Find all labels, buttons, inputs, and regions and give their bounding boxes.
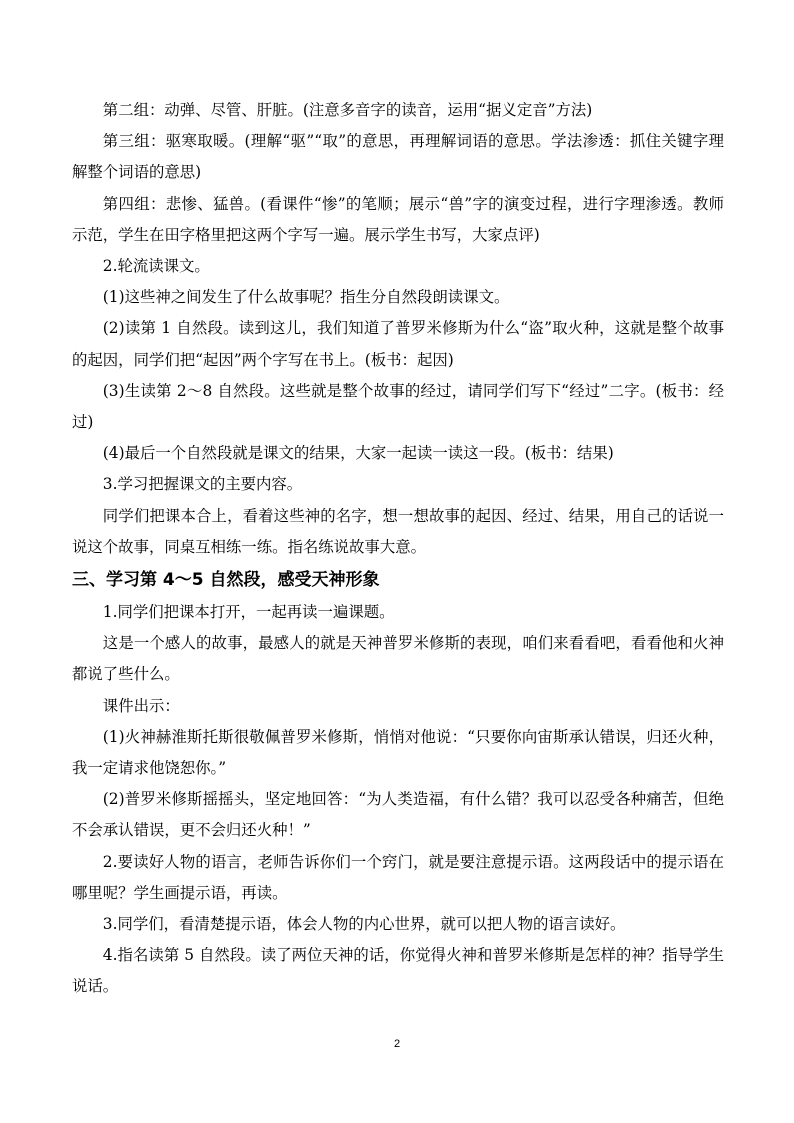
paragraph-touching-story: 这是一个感人的故事，最感人的就是天神普罗米修斯的表现，咱们来看看吧，看看他和火神都说了些什么。	[72, 634, 724, 684]
paragraph-step-3: 3.学习把握课文的主要内容。	[102, 475, 303, 494]
paragraph-question-2: (2)读第 1 自然段。读到这儿，我们知道了普罗米修斯为什么“盗”取火种，这就是整个故事的起因，同学们把“起因”两个字写在书上。(板书：起因)	[72, 319, 724, 369]
paragraph-group-four: 第四组：悲惨、猛兽。(看课件“惨”的笔顺；展示“兽”字的演变过程，进行字理渗透。教师示范，学生在田字格里把这两个字写一遍。展示学生书写，大家点评)	[72, 194, 724, 244]
paragraph-retell: 同学们把课本合上，看着这些神的名字，想一想故事的起因、经过、结果，用自己的话说一说这个故事，同桌互相练一练。指名练说故事大意。	[72, 506, 724, 556]
paragraph-question-3: (3)生读第 2～8 自然段。这些就是整个故事的经过，请同学们写下“经过”二字。(板书：经过)	[72, 381, 724, 432]
section-heading: 三、学习第 4～5 自然段，感受天神形象	[72, 570, 380, 591]
paragraph-group-three: 第三组：驱寒取暖。(理解“驱”“取”的意思，再理解词语的意思。学法渗透：抓住关键字理解整个词语的意思)	[72, 132, 724, 182]
paragraph-read-section-5: 4.指名读第 5 自然段。读了两位天神的话，你觉得火神和普罗米修斯是怎样的神？指导学生说话。	[72, 946, 724, 996]
document-body	[72, 95, 724, 1003]
paragraph-step-2: 2.轮流读课文。	[102, 257, 210, 276]
paragraph-courseware: 课件出示：	[102, 696, 180, 715]
paragraph-question-1: (1)这些神之间发生了什么故事呢？指生分自然段朗读课文。	[102, 288, 510, 307]
paragraph-reread-title: 1.同学们把课本打开，一起再读一遍课题。	[102, 603, 395, 622]
paragraph-quote-prometheus: (2)普罗米修斯摇摇头，坚定地回答：“为人类造福，有什么错？我可以忍受各种痛苦，但绝不会承认错误，更不会归还火种！”	[72, 790, 724, 840]
paragraph-prompt-words: 2.要读好人物的语言，老师告诉你们一个窍门，就是要注意提示语。这两段话中的提示语在哪里呢？学生画提示语，再读。	[72, 852, 724, 902]
page-number: 2	[393, 1038, 401, 1050]
paragraph-question-4: (4)最后一个自然段就是课文的结果，大家一起读一读这一段。(板书：结果)	[102, 444, 614, 463]
paragraph-group-two: 第二组：动弹、尽管、肝脏。(注意多音字的读音，运用“据义定音”方法)	[102, 101, 593, 119]
paragraph-inner-world: 3.同学们，看清楚提示语，体会人物的内心世界，就可以把人物的语言读好。	[102, 915, 626, 934]
paragraph-quote-fire-god: (1)火神赫淮斯托斯很敬佩普罗米修斯，悄悄对他说：“只要你向宙斯承认错误，归还火种，我一定请求他饶恕你。”	[72, 727, 724, 778]
